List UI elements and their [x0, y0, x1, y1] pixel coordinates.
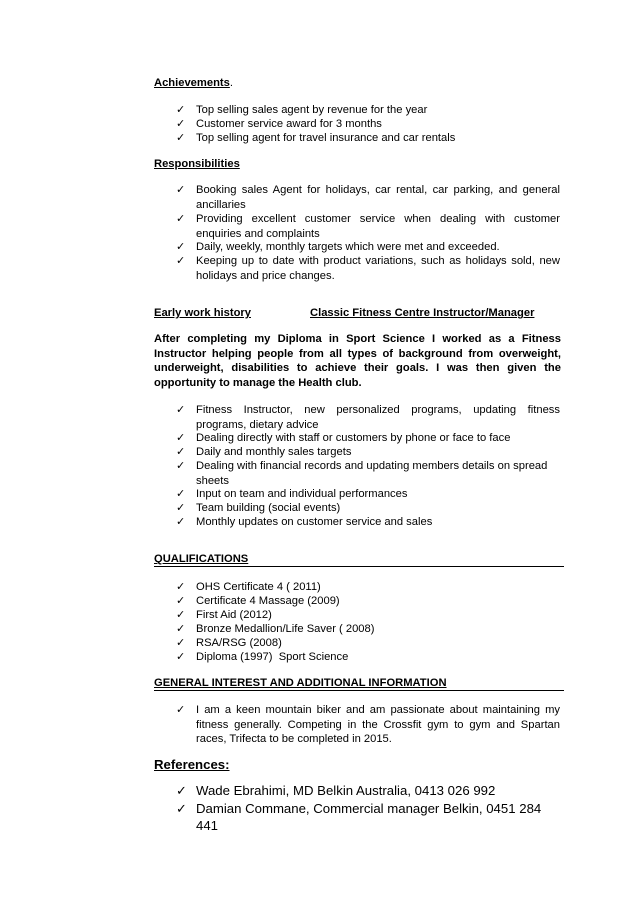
qualification-text: OHS Certificate 4 ( 2011) [196, 581, 321, 593]
qualification-text: Certificate 4 Massage (2009) [196, 595, 340, 607]
checkmark-icon: ✓ [176, 783, 188, 798]
achievements-title: Achievements [154, 77, 230, 89]
duty-text: Fitness Instructor, new personalized programs, updating fitness programs, dietary advice [196, 404, 560, 431]
checkmark-icon: ✓ [176, 446, 186, 458]
checkmark-icon: ✓ [176, 704, 186, 716]
duty-text: Monthly updates on customer service and sales [196, 516, 433, 528]
checkmark-icon: ✓ [176, 241, 186, 253]
checkmark-icon: ✓ [176, 432, 186, 444]
responsibility-text: Keeping up to date with product variations, such as holidays sold, new holidays and price changes. [196, 255, 560, 282]
section-divider [154, 566, 564, 567]
qualification-text: Bronze Medallion/Life Saver ( 2008) [196, 623, 375, 635]
responsibility-text: Daily, weekly, monthly targets which were met and exceeded. [196, 241, 500, 253]
checkmark-icon: ✓ [176, 104, 186, 116]
checkmark-icon: ✓ [176, 488, 186, 500]
checkmark-icon: ✓ [176, 581, 186, 593]
responsibilities-heading: Responsibilities [154, 158, 240, 170]
duty-text: Daily and monthly sales targets [196, 446, 352, 458]
qualification-text: RSA/RSG (2008) [196, 637, 282, 649]
duty-text: Input on team and individual performances [196, 488, 408, 500]
checkmark-icon: ✓ [176, 595, 186, 607]
reference-text: Damian Commane, Commercial manager Belkin, 0451 284 441 [196, 801, 542, 833]
section-divider [154, 690, 564, 691]
references-heading: References: [154, 757, 230, 772]
checkmark-icon: ✓ [176, 502, 186, 514]
duty-text: Dealing with financial records and updating members details on spread sheets [196, 460, 548, 487]
qualifications-heading: QUALIFICATIONS [154, 553, 249, 565]
qualification-text: First Aid (2012) [196, 609, 272, 621]
duty-text: Dealing directly with staff or customers by phone or face to face [196, 432, 511, 444]
achievements-title-suffix: . [229, 77, 233, 89]
checkmark-icon: ✓ [176, 255, 186, 267]
early-work-summary: After completing my Diploma in Sport Science I worked as a Fitness Instructor helping people from all types of background from overweight, underweight, disabilities to achieve their goals. I was then given the opportunity to manage the Health club. [154, 333, 561, 389]
checkmark-icon: ✓ [176, 184, 186, 196]
early-work-heading: Early work history [154, 307, 251, 319]
interest-text: I am a keen mountain biker and am passionate about maintaining my fitness generally. Competing in the Crossfit gym to gym and Spartan races, Trifecta to be completed in 2015. [196, 704, 560, 746]
checkmark-icon: ✓ [176, 623, 186, 635]
responsibility-text: Booking sales Agent for holidays, car rental, car parking, and general ancillaries [196, 184, 560, 211]
achievement-text: Top selling sales agent by revenue for the year [196, 104, 428, 116]
checkmark-icon: ✓ [176, 609, 186, 621]
qualification-text: Diploma (1997) Sport Science [196, 651, 349, 663]
achievements-heading [154, 76, 233, 91]
early-work-role: Classic Fitness Centre Instructor/Manager [310, 307, 535, 319]
checkmark-icon: ✓ [176, 651, 186, 663]
checkmark-icon: ✓ [176, 637, 186, 649]
checkmark-icon: ✓ [176, 404, 186, 416]
general-interest-heading: GENERAL INTEREST AND ADDITIONAL INFORMATION [154, 677, 447, 689]
duty-text: Team building (social events) [196, 502, 341, 514]
checkmark-icon: ✓ [176, 213, 186, 225]
achievement-text: Customer service award for 3 months [196, 118, 382, 130]
checkmark-icon: ✓ [176, 801, 188, 816]
checkmark-icon: ✓ [176, 132, 186, 144]
checkmark-icon: ✓ [176, 460, 186, 472]
responsibility-text: Providing excellent customer service when dealing with customer enquiries and complaints [196, 213, 560, 240]
achievement-text: Top selling agent for travel insurance and car rentals [196, 132, 456, 144]
reference-text: Wade Ebrahimi, MD Belkin Australia, 0413 026 992 [196, 783, 496, 798]
checkmark-icon: ✓ [176, 516, 186, 528]
checkmark-icon: ✓ [176, 118, 186, 130]
